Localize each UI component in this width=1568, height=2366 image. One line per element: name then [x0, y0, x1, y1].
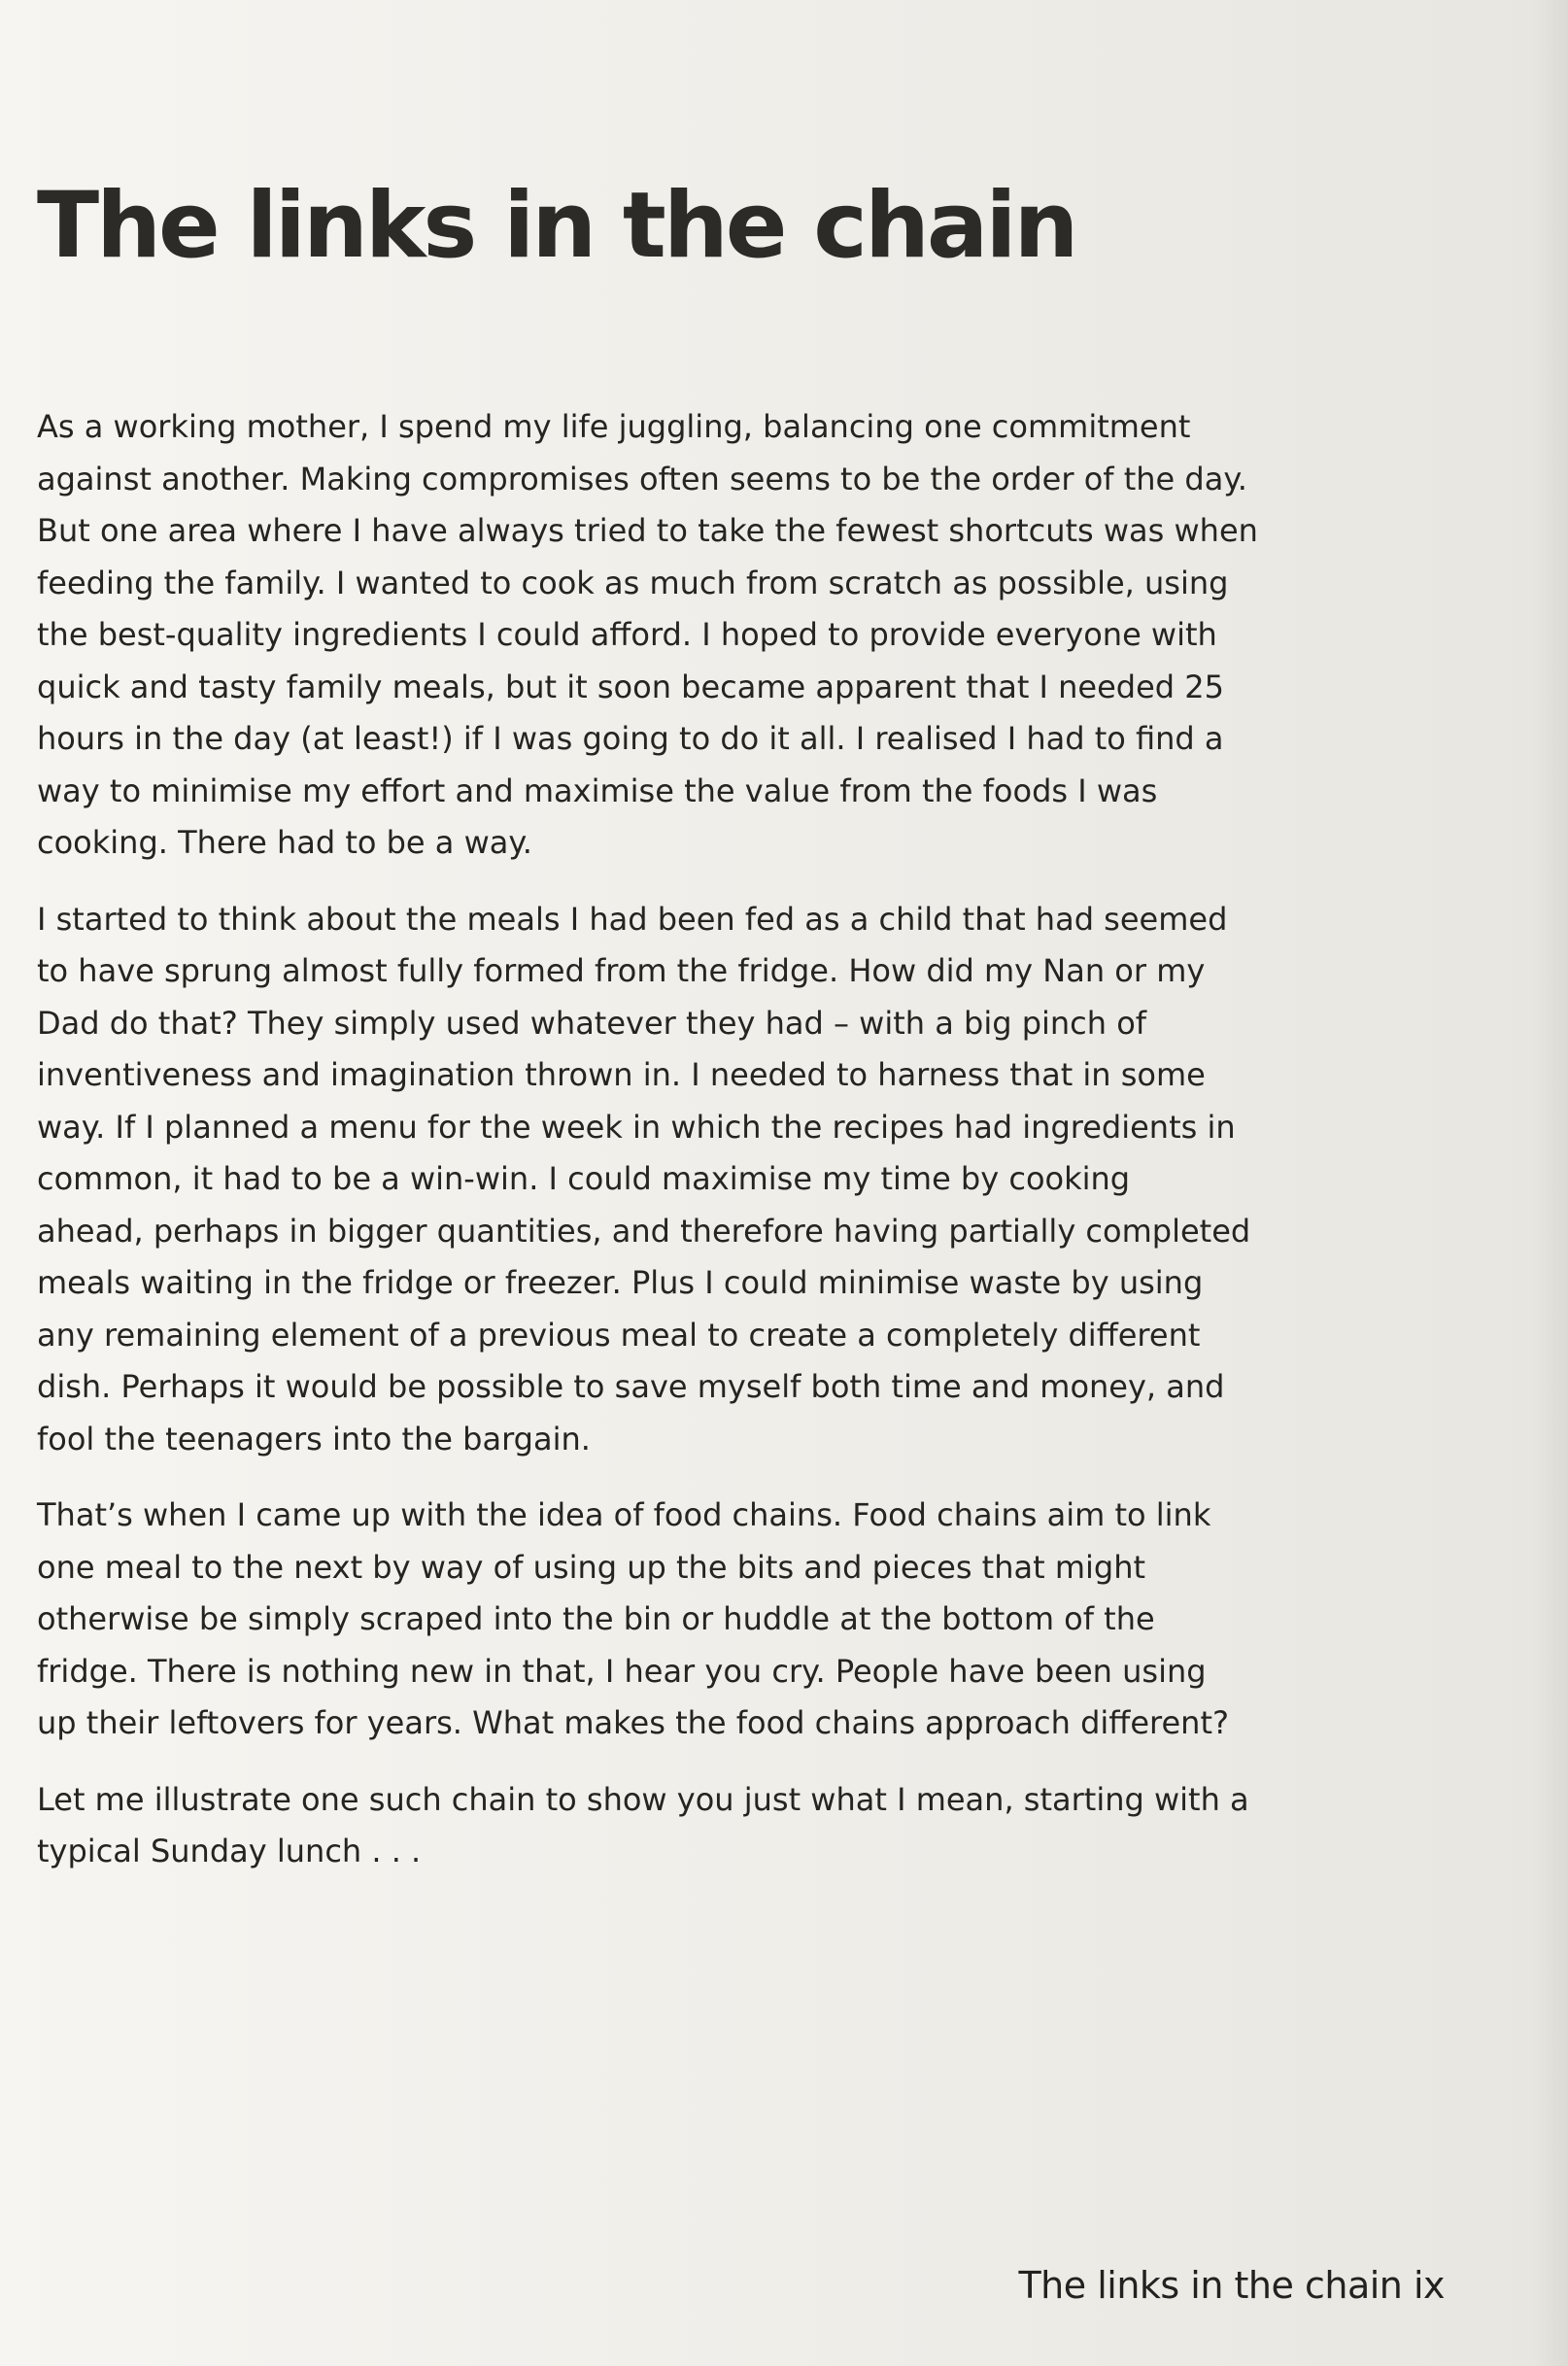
text-line: up their leftovers for years. What makes the food chains approach different? [37, 1704, 1229, 1741]
page-footer: The links in the chain ix [1018, 2264, 1445, 2307]
page-title: The links in the chain [37, 173, 1076, 279]
text-line: Dad do that? They simply used whatever they had – with a big pinch of [37, 1004, 1147, 1042]
text-line: otherwise be simply scraped into the bin or huddle at the bottom of the [37, 1600, 1155, 1637]
text-line: typical Sunday lunch . . . [37, 1833, 422, 1869]
body-text [37, 401, 1431, 1903]
text-line: inventiveness and imagination thrown in. I needed to harness that in some [37, 1056, 1206, 1093]
text-line: against another. Making compromises often seems to be the order of the day. [37, 460, 1247, 497]
bleed-line [27, 356, 1465, 408]
paragraph-1 [37, 401, 1431, 870]
text-line: hours in the day (at least!) if I was going to do it all. I realised I had to find a [37, 720, 1224, 757]
bleed-line [27, 303, 1465, 356]
paragraph-3 [37, 1490, 1431, 1750]
text-line: I started to think about the meals I had been fed as a child that had seemed [37, 900, 1228, 938]
text-line: That’s when I came up with the idea of food chains. Food chains aim to link [37, 1496, 1211, 1533]
paragraph-2 [37, 894, 1431, 1466]
text-line: way. If I planned a menu for the week in which the recipes had ingredients in [37, 1108, 1236, 1146]
text-line: common, it had to be a win-win. I could maximise my time by cooking [37, 1160, 1131, 1197]
text-line: fridge. There is nothing new in that, I hear you cry. People have been using [37, 1652, 1207, 1690]
text-line: feeding the family. I wanted to cook as much from scratch as possible, using [37, 564, 1229, 601]
text-line: any remaining element of a previous meal to create a completely different [37, 1316, 1201, 1354]
text-line: dish. Perhaps it would be possible to save myself both time and money, and [37, 1368, 1225, 1405]
text-line: the best-quality ingredients I could afford. I hoped to provide everyone with [37, 616, 1217, 653]
text-line: quick and tasty family meals, but it soon became apparent that I needed 25 [37, 668, 1224, 705]
page-edge-shadow [1531, 0, 1568, 2366]
text-line: But one area where I have always tried to take the fewest shortcuts was when [37, 512, 1258, 549]
text-line: ahead, perhaps in bigger quantities, and therefore having partially completed [37, 1212, 1251, 1250]
text-line: one meal to the next by way of using up the bits and pieces that might [37, 1548, 1146, 1586]
text-line: way to minimise my effort and maximise the value from the foods I was [37, 772, 1158, 809]
text-line: Let me illustrate one such chain to show you just what I mean, starting with a [37, 1780, 1249, 1818]
text-line: to have sprung almost fully formed from the fridge. How did my Nan or my [37, 952, 1206, 989]
text-line: cooking. There had to be a way. [37, 824, 532, 861]
text-line: fool the teenagers into the bargain. [37, 1420, 591, 1457]
paragraph-4 [37, 1774, 1431, 1878]
text-line: meals waiting in the fridge or freezer. Plus I could minimise waste by using [37, 1264, 1204, 1301]
text-line: As a working mother, I spend my life juggling, balancing one commitment [37, 408, 1191, 445]
